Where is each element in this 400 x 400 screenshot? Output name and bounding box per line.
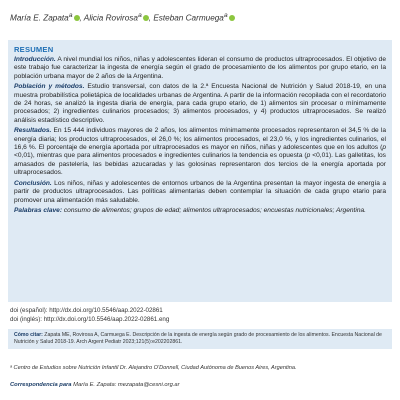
section-text: <0,01), mientras que para alimentos procesados e ingredientes culinarios la tendencia es opuesta ( [14, 152, 307, 160]
author-name: Esteban Carmuega [153, 13, 224, 23]
section-label: Población y métodos. [14, 83, 85, 91]
correspondence-email[interactable]: María E. Zapata: mezapata@cesni.org.ar [71, 382, 180, 388]
p-value-symbol: p [306, 152, 311, 160]
section-label: Introducción. [14, 56, 56, 63]
doi-spanish-link[interactable]: doi (español): http://dx.doi.org/10.5546/aap.2022-02861 [10, 307, 163, 314]
section-label: Conclusión. [14, 179, 52, 187]
abstract-methods [14, 83, 386, 125]
abstract-box [8, 40, 392, 302]
author-affiliation: a [223, 12, 228, 19]
p-value-symbol: p [382, 144, 386, 152]
orcid-icon[interactable] [229, 15, 235, 21]
section-text: Los niños, niñas y adolescentes de entornos urbanos de la Argentina presentan la mayor ingesta de energía a partir de productos ultraprocesados. Las políticas alimentarias deben contemplar la situación de cada grupo etario para promover una alimentación más saludable. [14, 179, 386, 204]
citation-box [8, 329, 392, 349]
author-name: María E. Zapata [10, 13, 69, 23]
section-text: A nivel mundial los niños, niñas y adolescentes lideran el consumo de productos ultraprocesados. El objetivo de este trabajo fue caracterizar la ingesta de energía según el grado de procesamiento de los alimentos por grupo etario, en la población urbana mayor de 2 años de la Argentina. [14, 56, 386, 80]
section-text: En 15 444 individuos mayores de 2 años, los alimentos mínimamente procesados representaron el 34,5 % de la energía diaria; los productos ultraprocesados, el 26,0 %; los alimentos procesados, el 23,0 %, y los ingredientes culinarios, el 16,6 %. El porcentaje de energía aportada por ultraprocesados es mayor en niños, niñas y adolescentes que en los adultos ( [14, 127, 386, 152]
orcid-icon[interactable] [74, 15, 80, 21]
keywords-label: Palabras clave: [14, 206, 63, 214]
abstract-introduction [14, 56, 386, 81]
section-label: Resultados. [14, 127, 52, 135]
citation-text: Zapata ME, Rovirosa A, Carmuega E. Descripción de la ingesta de energía según grado de procesamiento de los alimentos. Encuesta Nacional de Nutrición y Salud 2018-19. Arch Argent Pediatr 2023;121(5):e202202861. [14, 332, 382, 345]
correspondence-label: Correspondencia para [10, 382, 72, 388]
abstract-keywords [14, 207, 386, 215]
correspondence [10, 382, 390, 388]
abstract-conclusion [14, 180, 386, 205]
section-text: Estudio transversal, con datos de la 2.ª Encuesta Nacional de Nutrición y Salud 2018-19, en una muestra probabilística polietápica de localidades urbanas de Argentina. A partir de la información recopilada con el recordatorio de 24 horas, se analizó la ingesta diaria de energía, para cada grupo etario, de 1) alimentos sin procesar o mínimamente procesados; 2) ingredientes culinarios procesados; 3) alimentos procesados, y 4) productos ultraprocesados. Se realizó análisis estadístico descriptivo. [14, 83, 386, 124]
doi-english-link[interactable]: doi (inglés): http://dx.doi.org/10.5546/aap.2022-02861.eng [10, 316, 170, 323]
author-affiliation: a [68, 12, 73, 19]
affiliation-footnote: ᵃ Centro de Estudios sobre Nutrición Infantil Dr. Alejandro O'Donnell, Ciudad Autónoma de Buenos Aires, Argentina. [10, 365, 297, 371]
author-name: Alicia Rovirosa [83, 13, 138, 23]
citation-label: Cómo citar: [14, 332, 43, 338]
author-affiliation: a [137, 12, 142, 19]
abstract-results [14, 127, 386, 177]
orcid-icon[interactable] [143, 15, 149, 21]
section-text: <0,01). Las galletitas, los amasados de pastelería, las bebidas azucaradas y las golosinas representaron dos tercios de la energía aportada por ultraprocesados. [14, 152, 386, 177]
author-list: María E. Zapata$^a$ , Alicia Rovirosa$^a$ , Esteban Carmuega$^a$ [10, 12, 390, 23]
abstract-heading: RESUMEN [14, 45, 54, 54]
keywords-text: consumo de alimentos; grupos de edad; alimentos ultraprocesados; encuestas nutricionales; Argentina. [62, 206, 367, 214]
